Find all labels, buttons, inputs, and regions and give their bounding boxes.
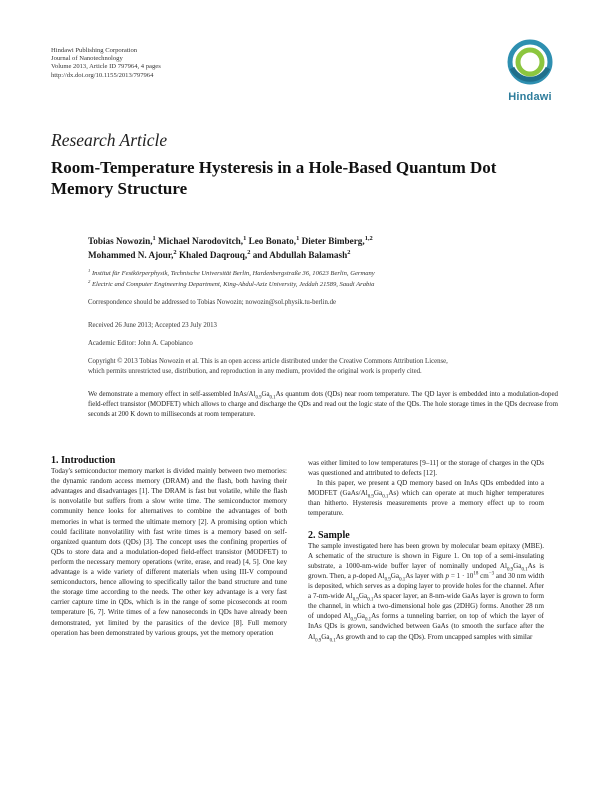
author-5-affil: 2 [173, 248, 177, 256]
paragraph-text: Ga [321, 632, 330, 641]
abstract [88, 390, 558, 420]
academic-editor: Academic Editor: John A. Capobianco [88, 340, 193, 347]
subscript: 0.1 [382, 494, 389, 500]
paragraph-this-paper [308, 478, 544, 518]
abstract-text: Ga [261, 391, 270, 398]
title-line-1: Room-Temperature Hysteresis in a Hole-Based Quantum Dot [51, 158, 497, 177]
paragraph-text: Ga [358, 592, 368, 601]
continued-paragraph: was either limited to low temperatures [9–11] or the storage of charges in the QDs was questioned and attributed to defects [12]. [308, 459, 544, 478]
italic-var: p [352, 571, 357, 580]
author-list [88, 234, 568, 262]
section-heading-introduction: 1. Introduction [51, 455, 116, 466]
copyright-line-1: Copyright © 2013 Tobias Nowozin et al. This is an open access article distributed under the Creative Commons Attribution License, [88, 358, 448, 365]
subscript: 0.1 [399, 577, 406, 583]
logo-text: Hindawi [508, 91, 552, 103]
author-6: Khaled Daqrouq, [178, 250, 248, 260]
paragraph-text: cm [478, 571, 489, 580]
doi-link[interactable]: http://dx.doi.org/10.1155/2013/797964 [51, 71, 154, 79]
right-column [308, 458, 544, 642]
sample-paragraph [308, 541, 544, 642]
intro-paragraph: Today's semiconductor memory market is divided mainly between two memories: the dynamic random access memory (DRAM) and the flash, both having their advantages and disadvantages [1]. The DRAM is fast but volatile, while the flash is nonvolatile but suffers from a slow write time. The semiconductor memory community hence looks for alternatives to combine the advantages of both memories in what is termed the ultimate memory [2]. A promising option which could facilitate nonvolatility with fast write times is a memory based on self-organized quantum dots (QDs) [3]. The concept uses the confining properties of QDs to store data and a modulation-doped field-effect transistor (MODFET) to perform the necessary memory operations (write, erase, and read) [4, 5]. One key advantage is a wide variety of different materials when using III-V compound semiconductors, hence allowing to specifically tailor the band structure and tune the storage time according to the needs. The other key advantage is a very fast carrier capture time in QDs, which is in the range of some picoseconds at room temperature [6, 7]. Write times of a few nanoseconds in QDs have already been demonstrated, yet limited by the parasitics of the device [8]. Full memory operation has been demonstrated by various groups, yet the memory operation [51, 467, 287, 637]
title-line-2: Memory Structure [51, 179, 188, 198]
copyright [88, 357, 568, 377]
paragraph-text: Ga [373, 489, 383, 498]
author-7-affil: 2 [347, 248, 351, 256]
subscript: 0.1 [364, 617, 372, 623]
affiliation-1: Institut für Festkörperphysik, Technische Universität Berlin, Hardenbergstraße 36, 10623 Berlin, Germany [91, 270, 375, 277]
affiliations [88, 268, 568, 290]
author-2: Michael Narodovitch, [158, 236, 244, 246]
section-heading-sample: 2. Sample [308, 529, 350, 541]
paragraph-text: The sample investigated here has been grown by molecular beam epitaxy (MBE). A schematic of the structure is shown in Figure 1. On top of a semi-insulating substrate, a 1000-nm-wide buffer layer of nominally undoped Al [308, 541, 544, 570]
received-dates: Received 26 June 2013; Accepted 23 July 2013 [88, 322, 217, 329]
subscript: 0.9 [384, 577, 391, 583]
author-1-affil: 1 [152, 234, 156, 242]
article-type: Research Article [51, 130, 168, 150]
correspondence: Correspondence should be addressed to Tobias Nowozin; nowozin@sol.physik.tu-berlin.de [88, 299, 337, 306]
paragraph-text: Ga [356, 612, 365, 621]
author-3: Leo Bonato, [248, 236, 297, 246]
paragraph-text: As is grown. Then, a [308, 561, 545, 580]
article-title [51, 157, 571, 199]
subscript: 0.9 [367, 494, 374, 500]
volume-info: Volume 2013, Article ID 797964, 4 pages [51, 63, 161, 71]
publisher: Hindawi Publishing Corporation [51, 47, 138, 54]
author-4: Dieter Bimberg, [301, 236, 365, 246]
author-5: Mohammed N. Ajour, [88, 250, 174, 260]
copyright-line-2: which permits unrestricted use, distribution, and reproduction in any medium, provided the original work is properly cited. [88, 368, 422, 375]
paragraph-text: Ga [390, 571, 400, 580]
affiliation-2: Electric and Computer Engineering Department, King-Abdul-Aziz University, Jeddah 21589, Saudi Arabia [91, 281, 375, 288]
paragraph-text: and 30 nm width is deposited, which serves as a doping layer to provide holes for the channel. After a 7-nm-wide Al [308, 571, 544, 601]
subscript: 0.1 [521, 567, 528, 573]
subscript: 0.1 [367, 597, 374, 603]
affiliation-1-num: 1 [88, 267, 91, 273]
abstract-text: We demonstrate a memory effect in self-assembled InAs/Al [88, 391, 256, 398]
hindawi-logo-icon [506, 38, 554, 86]
superscript: −3 [488, 571, 495, 577]
affiliation-2-num: 2 [88, 278, 91, 284]
italic-var: p [445, 571, 449, 580]
abstract-text: As quantum dots (QDs) near room temperature. The QD layer is embedded into a modulation-doped field-effect transistor (MODFET) which allows to charge and discharge the QDs and read out the logic state of the QDs. The hole storage times in the QDs decrease from seconds at 200 K down to milliseconds at room temperature. [88, 391, 558, 418]
subscript: 0.9 [255, 395, 262, 401]
author-6-affil: 2 [247, 248, 251, 256]
journal-name: Journal of Nanotechnology [51, 55, 123, 63]
author-4-affil: 1,2 [364, 234, 373, 242]
paragraph-text: As) which can operate at much higher temperatures than hitherto. Hysteresis measurements prove a memory effect up to room temperature. [308, 489, 544, 518]
subscript: 0.1 [269, 395, 276, 401]
paragraph-text: As spacer layer, an 8-nm-wide GaAs layer is grown to form the channel, in which a two-dimensional hole gas (2DHG) forms. Another 28 nm of undoped Al [308, 592, 544, 621]
paragraph-text: In this paper, we present a QD memory based on InAs QDs embedded into a MODFET (GaAs/Al [308, 479, 544, 498]
author-2-affil: 1 [243, 234, 247, 242]
author-3-affil: 1 [296, 234, 300, 242]
subscript: 0.9 [506, 567, 514, 573]
paragraph-text: -doped Al [356, 571, 385, 580]
journal-info [51, 47, 161, 80]
paragraph-text: As layer with [405, 571, 446, 580]
author-7: and Abdullah Balamash [252, 250, 348, 260]
paragraph-text: As growth and to cap the QDs). From uncapped samples with similar [335, 632, 533, 641]
author-1: Tobias Nowozin, [88, 236, 153, 246]
subscript: 0.9 [315, 637, 322, 643]
paragraph-text: Ga [513, 561, 522, 570]
left-column [51, 456, 287, 638]
paragraph-text: As forms a tunneling barrier, on top of which the layer of InAs QDs is grown, sandwiched between GaAs (to smooth the surface after the Al [308, 612, 544, 641]
paragraph-text: = 1 · 10 [449, 571, 474, 580]
subscript: 0.1 [329, 637, 336, 643]
subscript: 0.9 [350, 617, 357, 623]
subscript: 0.9 [352, 597, 359, 603]
superscript: 18 [473, 571, 479, 577]
hindawi-logo[interactable] [500, 38, 560, 103]
